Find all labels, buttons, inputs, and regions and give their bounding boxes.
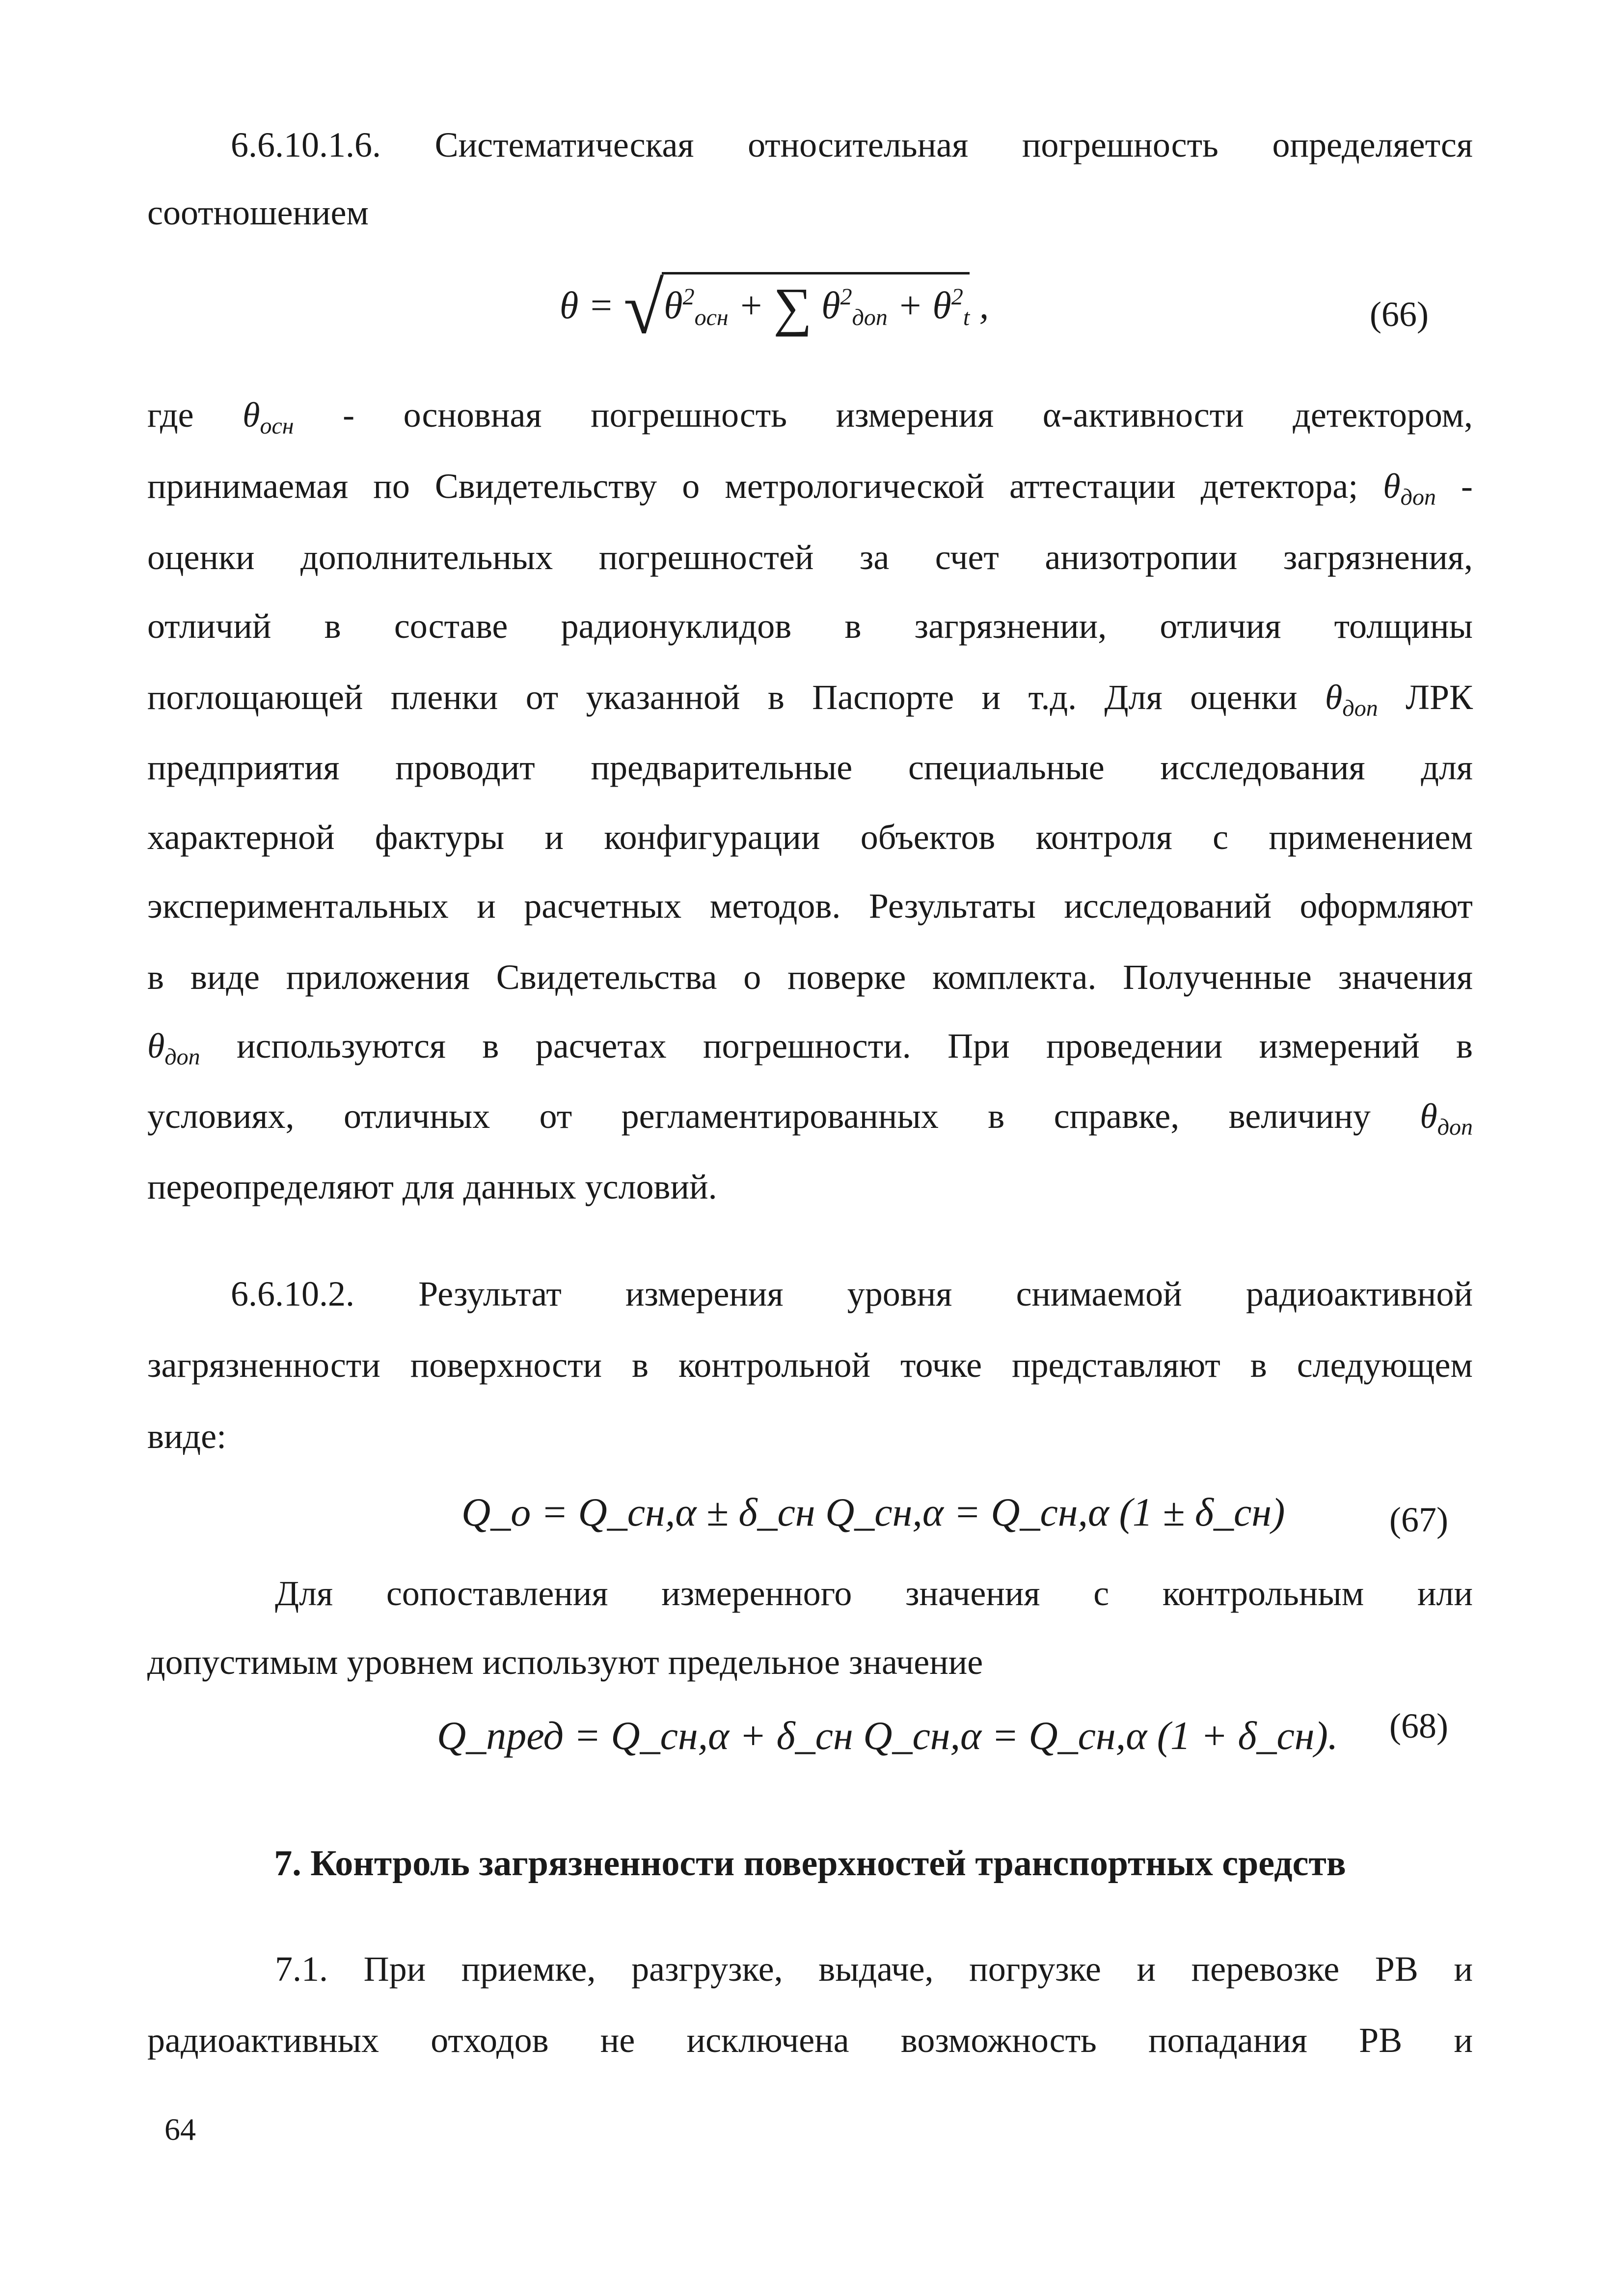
paragraph-6-6-10-1-6-line-1: 6.6.10.1.6. Систематическая относительная погрешность определяется: [231, 125, 1473, 164]
paragraph-where-line-7: характерной фактуры и конфигурации объектов контроля с применением: [147, 818, 1473, 857]
sup-2: 2: [682, 284, 695, 310]
paragraph-where-line-9: в виде приложения Свидетельства о поверке комплекта. Полученные значения: [147, 957, 1473, 997]
theta-symbol: θ: [1420, 1096, 1437, 1136]
paragraph-where-line-10: [147, 1024, 1473, 1079]
paragraph-6-6-10-1-6-line-2: соотношением: [147, 193, 369, 232]
equation-67: Q_o = Q_сн,α ± δ_сн Q_сн,α = Q_сн,α (1 ± δ_сн): [461, 1490, 1285, 1534]
theta-t: θ: [932, 284, 951, 327]
equation-number-67: (67): [1389, 1500, 1448, 1539]
sub-dop: доп: [852, 304, 888, 330]
paragraph-where-line-11: [147, 1094, 1473, 1149]
sub-dop: доп: [1437, 1114, 1473, 1140]
sub-t: t: [963, 304, 970, 330]
sub-dop: доп: [164, 1044, 200, 1070]
dash: -: [1461, 466, 1473, 506]
equation-number-66: (66): [1370, 295, 1429, 334]
paragraph-where-line-8: экспериментальных и расчетных методов. Результаты исследований оформляют: [147, 886, 1473, 926]
sub-dop: доп: [1400, 484, 1436, 510]
paragraph-where-line-3: оценки дополнительных погрешностей за счет анизотропии загрязнения,: [147, 538, 1473, 577]
paragraph-where-line-2-text: принимаемая по Свидетельству о метрологической аттестации детектора;: [147, 466, 1358, 506]
paragraph-comparison-line-2: допустимым уровнем используют предельное значение: [147, 1642, 983, 1682]
paragraph-where-line-10-text: используются в расчетах погрешности. При проведении измерений в: [237, 1026, 1473, 1066]
eq66-lhs: θ =: [560, 284, 614, 327]
theta-symbol: θ: [1383, 466, 1401, 506]
radicand: [664, 275, 970, 340]
sup-2: 2: [840, 284, 852, 310]
paragraph-where-line-5-text: поглощающей пленки от указанной в Паспорте и т.д. Для оценки: [147, 678, 1298, 717]
sub-osn: осн: [694, 304, 729, 330]
sum-sign: ∑: [773, 277, 812, 337]
page-number: 64: [164, 2112, 196, 2147]
paragraph-7-1-line-2: радиоактивных отходов не исключена возможность попадания РВ и: [147, 2021, 1473, 2060]
equation-number-68: (68): [1389, 1706, 1448, 1746]
paragraph-6-6-10-2-line-3: виде:: [147, 1417, 227, 1456]
paragraph-comparison-line-1: Для сопоставления измеренного значения с контрольным или: [275, 1574, 1473, 1613]
paragraph-where-line-6: предприятия проводит предварительные специальные исследования для: [147, 748, 1473, 787]
theta-dop: θ: [821, 284, 840, 327]
equation-68: Q_пред = Q_сн,α + δ_сн Q_сн,α = Q_сн,α (1 + δ_сн).: [437, 1713, 1338, 1758]
theta-symbol: θ: [1325, 678, 1343, 717]
paragraph-where-line-5: [147, 675, 1473, 731]
paragraph-6-6-10-2-line-2: загрязненности поверхности в контрольной точке представляют в следующем: [147, 1345, 1473, 1385]
plus-sign: +: [897, 284, 923, 327]
eq66-comma: ,: [979, 284, 989, 327]
paragraph-where-line-1-text: - основная погрешность измерения α-активности детектором,: [343, 395, 1473, 435]
word-gde: где: [147, 395, 194, 435]
radical-sign: √: [623, 268, 664, 349]
plus-sign: +: [738, 284, 764, 327]
paragraph-where-line-4: отличий в составе радионуклидов в загрязнении, отличия толщины: [147, 606, 1473, 646]
theta-symbol: θ: [147, 1026, 165, 1066]
paragraph-where-line-1: [147, 393, 1473, 448]
sup-2: 2: [951, 284, 963, 310]
equation-66: [560, 268, 1149, 349]
paragraph-where-line-11-text: условиях, отличных от регламентированных в справке, величину: [147, 1096, 1371, 1136]
paragraph-6-6-10-2-line-1: 6.6.10.2. Результат измерения уровня снимаемой радиоактивной: [231, 1274, 1473, 1313]
sub-osn: осн: [260, 413, 294, 439]
section-heading: 7. Контроль загрязненности поверхностей транспортных средств: [274, 1843, 1346, 1884]
abbr-lrk: ЛРК: [1406, 678, 1473, 717]
paragraph-where-line-12: переопределяют для данных условий.: [147, 1167, 717, 1206]
sub-dop: доп: [1342, 695, 1378, 721]
paragraph-where-line-2: [147, 464, 1473, 519]
theta-osn: θ: [664, 284, 683, 327]
paragraph-7-1-line-1: 7.1. При приемке, разгрузке, выдаче, погрузке и перевозке РВ и: [275, 1949, 1473, 1989]
theta-symbol: θ: [243, 395, 260, 435]
